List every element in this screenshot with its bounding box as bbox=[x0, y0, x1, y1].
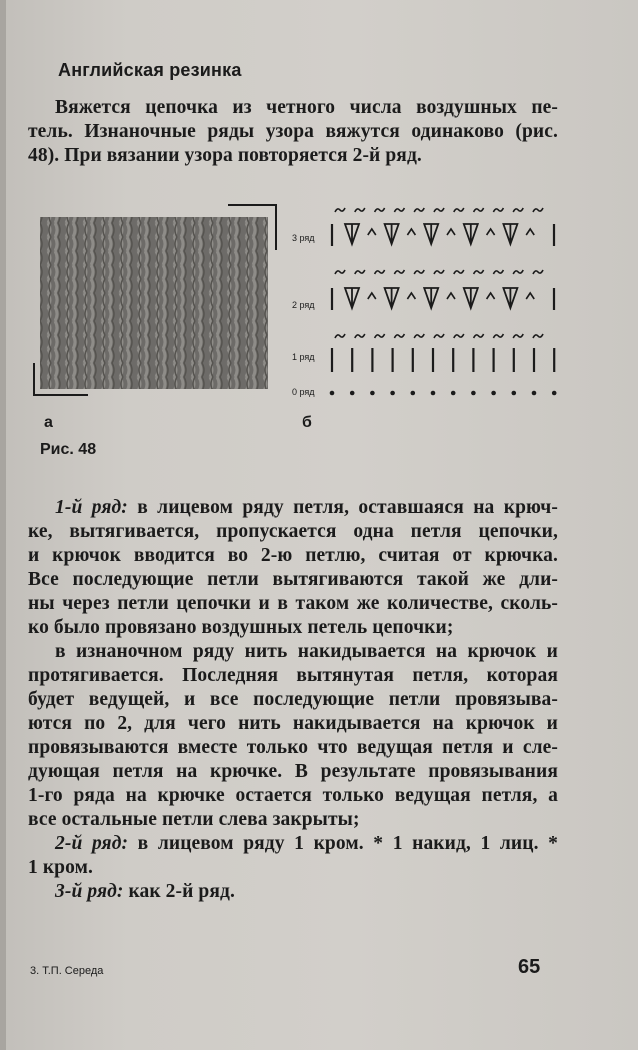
double-stitch-symbol bbox=[345, 224, 359, 244]
knit-swatch-photo bbox=[28, 195, 288, 405]
row1-text: в лицевом ряду петля, оставшаяся на крюч- bbox=[127, 497, 558, 518]
chain-stitch-symbol bbox=[434, 334, 444, 338]
chain-stitch-symbol bbox=[375, 208, 385, 212]
text-line: все остальные петли слева закрыты; bbox=[28, 809, 360, 830]
figure-caption: Рис. 48 bbox=[40, 441, 97, 458]
text-line: дующая петля на крючке. В результате провязывания bbox=[28, 761, 558, 782]
text-line: 1-го ряда на крючке остается только ведущая петля, а bbox=[28, 785, 558, 806]
chain-stitch-symbol bbox=[355, 334, 365, 338]
text-line: в изнаночном ряду нить накидывается на крючок и bbox=[55, 641, 558, 662]
text-line: и крючок вводится во 2-ю петлю, считая от крючка. bbox=[28, 545, 558, 566]
skip-stitch-symbol bbox=[526, 293, 534, 299]
chain-stitch-symbol bbox=[513, 208, 523, 212]
chain-stitch-symbol bbox=[454, 334, 464, 338]
foundation-chain-dot bbox=[411, 391, 416, 396]
foundation-chain-dot bbox=[431, 391, 436, 396]
foundation-chain-dot bbox=[532, 391, 537, 396]
foundation-chain-dot bbox=[451, 391, 456, 396]
double-stitch-symbol bbox=[385, 224, 399, 244]
text-line: Все последующие петли вытягиваются такой же дли- bbox=[28, 569, 558, 590]
text-line: ке, вытягивается, пропускается одна петля цепочки, bbox=[28, 521, 558, 542]
chain-stitch-symbol bbox=[375, 270, 385, 274]
foundation-chain-dot bbox=[390, 391, 395, 396]
chain-stitch-symbol bbox=[454, 208, 464, 212]
skip-stitch-symbol bbox=[526, 229, 534, 235]
intro-paragraph bbox=[28, 96, 558, 168]
page-number: 65 bbox=[518, 956, 541, 978]
figure-label-b: б bbox=[302, 414, 312, 431]
row3-text: как 2-й ряд. bbox=[123, 881, 235, 902]
text-line bbox=[28, 880, 558, 904]
skip-stitch-symbol bbox=[368, 293, 376, 299]
chain-stitch-symbol bbox=[434, 208, 444, 212]
chain-stitch-symbol bbox=[474, 208, 484, 212]
foundation-chain-dot bbox=[552, 391, 557, 396]
skip-stitch-symbol bbox=[368, 229, 376, 235]
row3-label: 3-й ряд: bbox=[55, 881, 124, 902]
text-line bbox=[28, 496, 558, 520]
row2-label: 2-й ряд: bbox=[55, 833, 129, 854]
section-heading: Английская резинка bbox=[58, 60, 242, 80]
foundation-chain-dot bbox=[512, 391, 517, 396]
double-stitch-symbol bbox=[345, 288, 359, 308]
chain-stitch-symbol bbox=[434, 270, 444, 274]
double-stitch-symbol bbox=[503, 288, 517, 308]
intro-line: тель. Изнаночные ряды узора вяжутся одинаково (рис. bbox=[28, 121, 558, 142]
chain-stitch-symbol bbox=[335, 334, 345, 338]
skip-stitch-symbol bbox=[447, 293, 455, 299]
chain-stitch-symbol bbox=[375, 334, 385, 338]
chain-stitch-symbol bbox=[474, 270, 484, 274]
foundation-chain-dot bbox=[350, 391, 355, 396]
skip-stitch-symbol bbox=[407, 293, 415, 299]
foundation-chain-dot bbox=[491, 391, 496, 396]
chain-stitch-symbol bbox=[533, 334, 543, 338]
chain-stitch-symbol bbox=[335, 208, 345, 212]
chain-stitch-symbol bbox=[414, 270, 424, 274]
chain-stitch-symbol bbox=[533, 270, 543, 274]
row2-text: в лицевом ряду 1 кром. * 1 накид, 1 лиц. * bbox=[128, 833, 558, 854]
intro-line: Вяжется цепочка из четного числа воздушных пе- bbox=[55, 97, 558, 118]
row1-label: 1-й ряд: bbox=[55, 497, 128, 518]
chain-stitch-symbol bbox=[454, 270, 464, 274]
chain-stitch-symbol bbox=[493, 334, 503, 338]
chain-stitch-symbol bbox=[394, 270, 404, 274]
skip-stitch-symbol bbox=[487, 293, 495, 299]
skip-stitch-symbol bbox=[487, 229, 495, 235]
text-line: ко было провязано воздушных петель цепочки; bbox=[28, 617, 454, 638]
row-label-1: 1 ряд bbox=[292, 352, 315, 362]
footer-author: 3. Т.П. Середа bbox=[30, 965, 104, 977]
double-stitch-symbol bbox=[424, 224, 438, 244]
row-label-3: 3 ряд bbox=[292, 233, 315, 243]
skip-stitch-symbol bbox=[447, 229, 455, 235]
foundation-chain-dot bbox=[330, 391, 335, 396]
row-label-2: 2 ряд bbox=[292, 300, 315, 310]
row-label-0: 0 ряд bbox=[292, 387, 315, 397]
figure-label-a: а bbox=[44, 414, 53, 431]
row1-instructions bbox=[28, 496, 558, 904]
text-line: протягивается. Последняя вытянутая петля, которая bbox=[28, 665, 558, 686]
double-stitch-symbol bbox=[503, 224, 517, 244]
text-line: будет ведущей, и все последующие петли провязыва- bbox=[28, 689, 558, 710]
chain-stitch-symbol bbox=[394, 334, 404, 338]
chain-stitch-symbol bbox=[355, 270, 365, 274]
chain-stitch-symbol bbox=[533, 208, 543, 212]
crochet-symbol-chart bbox=[290, 196, 570, 408]
chain-stitch-symbol bbox=[493, 270, 503, 274]
skip-stitch-symbol bbox=[407, 229, 415, 235]
foundation-chain-dot bbox=[370, 391, 375, 396]
double-stitch-symbol bbox=[464, 288, 478, 308]
text-line bbox=[28, 832, 558, 856]
text-line: ются по 2, для чего нить накидывается на крючок и bbox=[28, 713, 558, 734]
chain-stitch-symbol bbox=[414, 334, 424, 338]
chain-stitch-symbol bbox=[414, 208, 424, 212]
chain-stitch-symbol bbox=[513, 270, 523, 274]
chain-stitch-symbol bbox=[355, 208, 365, 212]
text-line: ны через петли цепочки и в таком же количестве, сколь- bbox=[28, 593, 558, 614]
chain-stitch-symbol bbox=[513, 334, 523, 338]
chain-stitch-symbol bbox=[335, 270, 345, 274]
chain-stitch-symbol bbox=[493, 208, 503, 212]
text-line: провязываются вместе только что ведущая петля и сле- bbox=[28, 737, 558, 758]
chain-stitch-symbol bbox=[474, 334, 484, 338]
intro-line: 48). При вязании узора повторяется 2-й ряд. bbox=[28, 145, 422, 166]
double-stitch-symbol bbox=[385, 288, 399, 308]
double-stitch-symbol bbox=[424, 288, 438, 308]
text-line: 1 кром. bbox=[28, 857, 93, 878]
foundation-chain-dot bbox=[471, 391, 476, 396]
double-stitch-symbol bbox=[464, 224, 478, 244]
chain-stitch-symbol bbox=[394, 208, 404, 212]
